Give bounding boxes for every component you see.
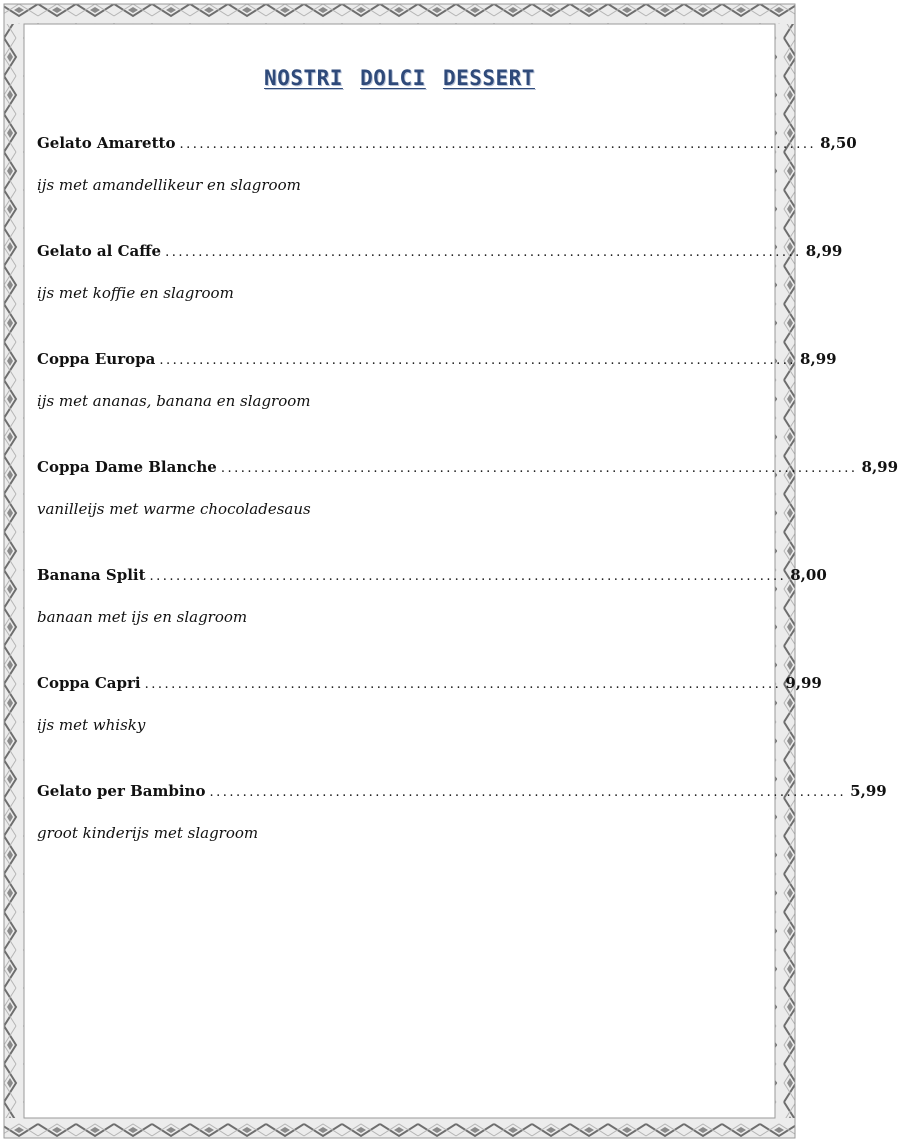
menu-item-price: 9,99: [785, 674, 822, 692]
menu-item-description: ijs met whisky: [37, 716, 146, 734]
menu-list: [37, 134, 898, 890]
menu-item: [37, 566, 827, 674]
menu-item-line: [37, 458, 898, 482]
dot-leader: ................................................................................................: [179, 137, 817, 152]
menu-item-line: [37, 350, 837, 374]
menu-item-line: [37, 782, 887, 806]
dot-leader: ................................................................................................: [209, 785, 847, 800]
menu-item-description: vanilleijs met warme chocoladesaus: [37, 500, 311, 518]
menu-item: [37, 242, 843, 350]
menu-item-name: Gelato per Bambino: [37, 782, 206, 800]
menu-item-name: Coppa Capri: [37, 674, 141, 692]
menu-item-name: Coppa Europa: [37, 350, 156, 368]
title-word: DOLCI: [360, 66, 426, 90]
menu-item-name: Gelato al Caffe: [37, 242, 162, 260]
menu-item: [37, 674, 822, 782]
menu-item-description: ijs met amandellikeur en slagroom: [37, 176, 301, 194]
dot-leader: ................................................................................................: [159, 353, 797, 368]
menu-item-price: 5,99: [850, 782, 887, 800]
menu-item: [37, 134, 857, 242]
page-title: [0, 66, 799, 90]
dot-leader: ................................................................................................: [220, 461, 858, 476]
menu-item: [37, 782, 887, 890]
menu-item-price: 8,99: [861, 458, 898, 476]
dot-leader: ................................................................................................: [144, 677, 782, 692]
menu-item-line: [37, 566, 827, 590]
menu-item-description: groot kinderijs met slagroom: [37, 824, 259, 842]
title-word: NOSTRI: [264, 66, 343, 90]
dot-leader: ................................................................................................: [149, 569, 787, 584]
menu-item-description: ijs met koffie en slagroom: [37, 284, 234, 302]
title-word: DESSERT: [442, 66, 535, 90]
menu-item-line: [37, 134, 857, 158]
menu-item-line: [37, 674, 822, 698]
menu-item-description: ijs met ananas, banana en slagroom: [37, 392, 311, 410]
dot-leader: ................................................................................................: [165, 245, 802, 260]
menu-item: [37, 350, 837, 458]
menu-item-price: 8,99: [800, 350, 837, 368]
menu-item-name: Banana Split: [37, 566, 146, 584]
menu-item-name: Coppa Dame Blanche: [37, 458, 217, 476]
menu-item-price: 8,99: [805, 242, 843, 260]
menu-item: [37, 458, 898, 566]
menu-item-price: 8,00: [790, 566, 827, 584]
menu-item-line: [37, 242, 843, 266]
menu-item-price: 8,50: [820, 134, 857, 152]
menu-item-description: banaan met ijs en slagroom: [37, 608, 248, 626]
menu-item-name: Gelato Amaretto: [37, 134, 176, 152]
